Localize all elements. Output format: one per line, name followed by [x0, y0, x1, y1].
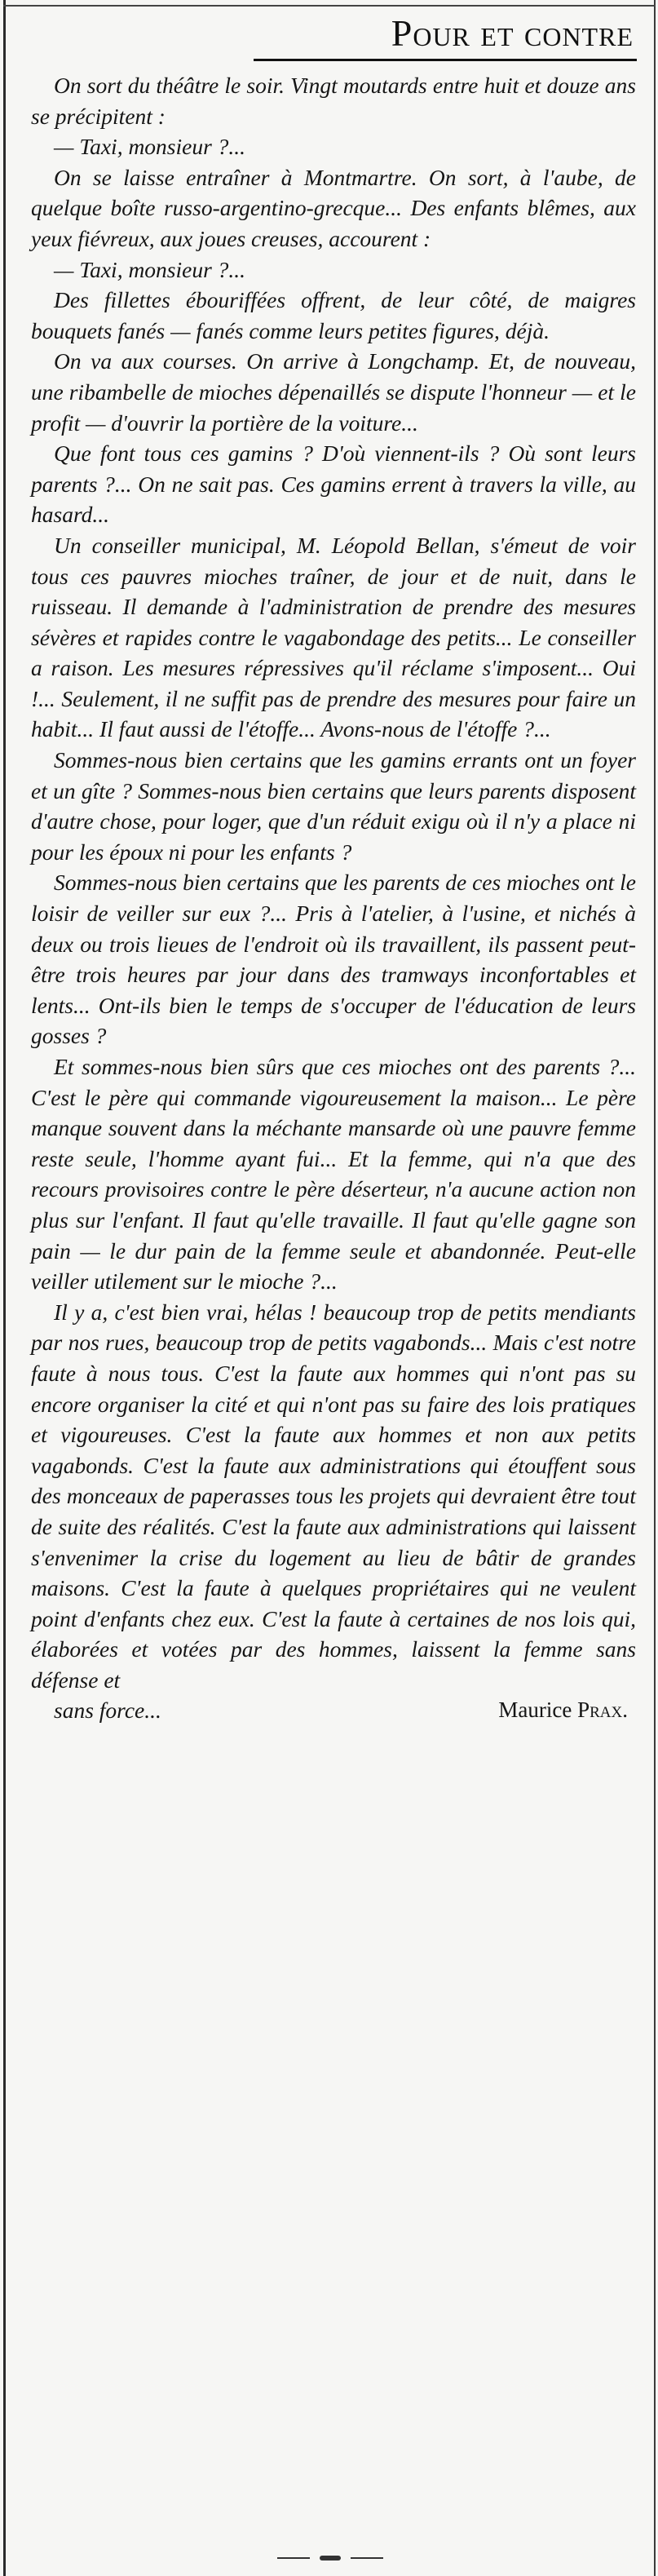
- author-last-name: Prax.: [577, 1697, 628, 1723]
- ornament-center: [320, 2556, 341, 2561]
- article-body: [31, 70, 636, 1726]
- closing-fragment: sans force...: [54, 1697, 161, 1724]
- headline: Pour et contre: [391, 12, 634, 54]
- paragraph: Des fillettes ébouriffées offrent, de leur côté, de maigres bouquets fanés — fanés comme leurs petites figures, déjà.: [31, 287, 636, 343]
- paragraph: — Taxi, monsieur ?...: [54, 256, 246, 282]
- paragraph: On se laisse entraîner à Montmartre. On sort, à l'aube, de quelque boîte russo-argentino-grecque... Des enfants blêmes, aux yeux fiévreux, aux joues creuses, accourent :: [31, 164, 636, 251]
- right-column-rule: [654, 0, 656, 2576]
- paragraph: — Taxi, monsieur ?...: [54, 134, 246, 160]
- paragraph: On sort du théâtre le soir. Vingt moutards entre huit et douze ans se précipitent :: [31, 73, 636, 129]
- paragraph: Sommes-nous bien certains que les gamins errants ont un foyer et un gîte ? Sommes-nous bien certains que leurs parents disposent d'autre chose, pour loger, que d'un réduit exigu où il n'y a place ni pour les époux ni pour les enfants ?: [31, 747, 636, 865]
- signature-line: [31, 1695, 636, 1726]
- paragraph: Il y a, c'est bien vrai, hélas ! beaucoup trop de petits mendiants par nos rues, beaucoup trop de petits vagabonds... Mais c'est notre faute à nous tous. C'est la faute aux hommes qui n'ont pas su encore organiser la cité et qui n'ont pas su faire des lois pratiques et vigoureuses. C'est la faute aux hommes et non aux petits vagabonds. C'est la faute aux administrations qui étouffent sous des monceaux de paperasses tous les projets qui devraient être tout de suite des réalités. C'est la faute aux administrations qui laissent s'envenimer la crise du logement au lieu de bâtir de grandes maisons. C'est la faute à quelques propriétaires qui ne veulent point d'enfants chez eux. C'est la faute à certaines de nos lois qui, élaborées et votées par des hommes, laissent la femme sans défense et: [31, 1299, 636, 1693]
- paragraph: Que font tous ces gamins ? D'où viennent-ils ? Où sont leurs parents ?... On ne sait pas. Ces gamins errent à travers la ville, au hasard...: [31, 440, 636, 528]
- left-column-rule: [3, 0, 6, 2576]
- paragraph: On va aux courses. On arrive à Longchamp. Et, de nouveau, une ribambelle de mioches dépenaillés se dispute l'honneur — et le profit — d'ouvrir la portière de la voiture...: [31, 348, 636, 436]
- top-rule: [3, 5, 656, 7]
- paragraph: Sommes-nous bien certains que les parents de ces mioches ont le loisir de veiller sur eux ?... Pris à l'atelier, à l'usine, et nichés à deux ou trois lieues de l'endroit où ils travaillent, ils passent peut-être trois heures par jour dans des tramways inconfortables et lents... Ont-ils bien le temps de s'occuper de l'éducation de leurs gosses ?: [31, 870, 636, 1049]
- end-ornament: [277, 2552, 383, 2565]
- paragraph: Et sommes-nous bien sûrs que ces mioches ont des parents ?... C'est le père qui commande vigoureusement la maison... Le père manque souvent dans la méchante mansarde où une pauvre femme reste seule, l'homme ayant fui... Et la femme, qui n'a que des recours provisoires contre le père déserteur, n'a aucune action non plus sur l'enfant. Il faut qu'elle travaille. Il faut qu'elle gagne son pain — le dur pain de la femme seule et abandonnée. Peut-elle veiller utilement sur le mioche ?...: [31, 1054, 636, 1295]
- author-byline: [475, 1695, 628, 1726]
- author-first-name: Maurice: [498, 1697, 572, 1723]
- headline-underline: [254, 59, 637, 61]
- ornament-bar-left: [277, 2557, 310, 2559]
- ornament-bar-right: [351, 2557, 383, 2559]
- paragraph: Un conseiller municipal, M. Léopold Bellan, s'émeut de voir tous ces pauvres mioches traîner, de jour et de nuit, dans le ruisseau. Il demande à l'administration de prendre des mesures sévères et rapides contre le vagabondage des petits... Le conseiller a raison. Les mesures répressives qu'il réclame s'imposent... Oui !... Seulement, il ne suffit pas de prendre des mesures pour faire un habit... Il faut aussi de l'étoffe... Avons-nous de l'étoffe ?...: [31, 532, 636, 742]
